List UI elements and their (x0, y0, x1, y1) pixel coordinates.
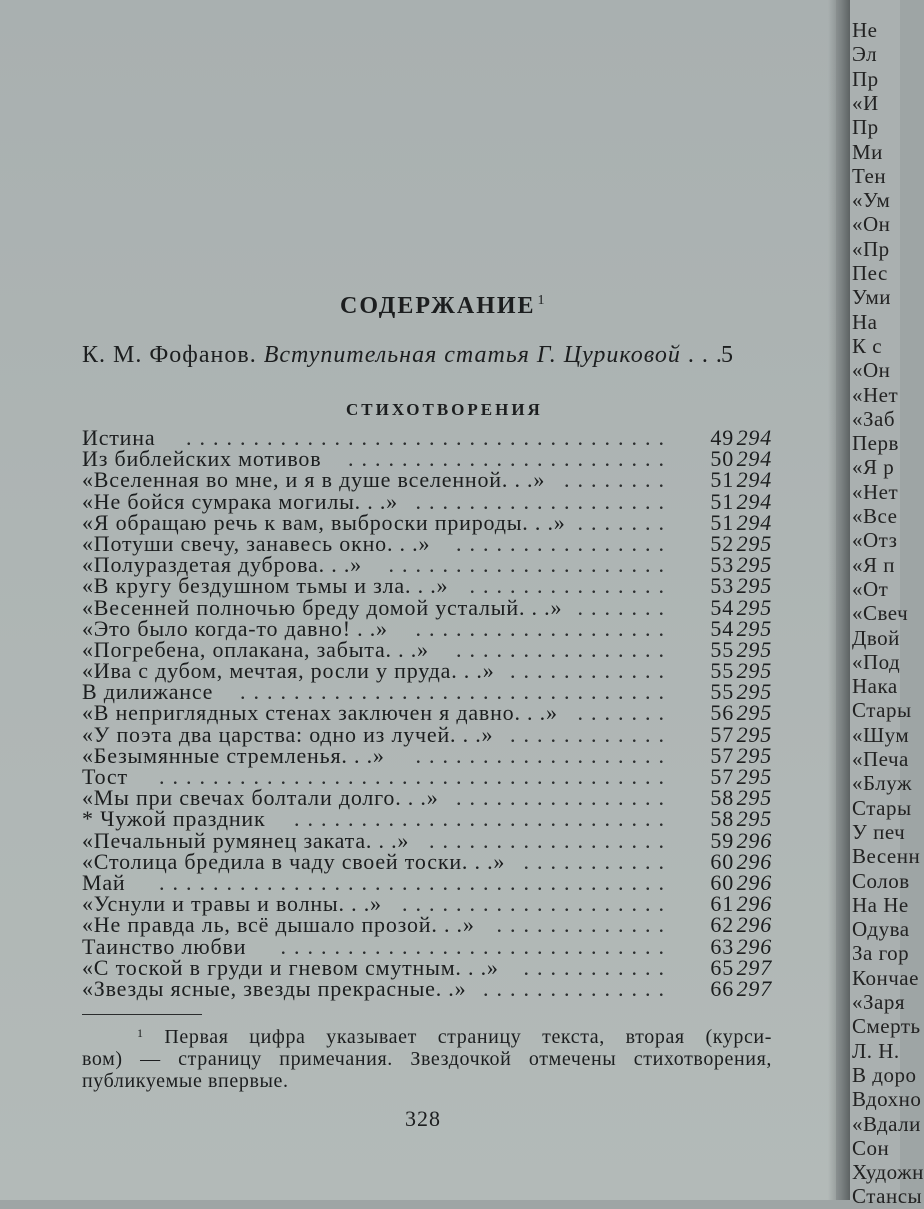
facing-page-fragment: Смерть (852, 1014, 921, 1039)
toc-entry-title: * Чужой праздник (82, 806, 266, 832)
intro-author: К. М. Фофанов. (82, 342, 257, 368)
toc-text-page: 58 (710, 806, 734, 832)
toc-entry-title: Из библейских мотивов (82, 446, 322, 472)
toc-entry-title: «Это было когда-то давно! . .» (82, 615, 388, 641)
toc-entry-title: «Погребена, оплакана, забыта. . .» (82, 636, 429, 662)
facing-page-fragment: Пр (852, 66, 879, 91)
toc-entry-title: «Потуши свечу, занавесь окно. . .» (82, 530, 431, 556)
toc-entry (82, 891, 782, 917)
facing-page-fragment: За гор (852, 941, 910, 966)
toc-entry (82, 446, 782, 472)
facing-page-fragment: Сон (852, 1135, 890, 1160)
facing-page-fragment: Нака (852, 674, 898, 699)
toc-leader-dots: .................................... (186, 425, 672, 450)
toc-leader-dots: ..................... (388, 552, 672, 578)
toc-text-page: 57 (710, 721, 734, 747)
toc-list (82, 427, 782, 999)
toc-note-page: 297 (736, 975, 772, 1001)
toc-entry-title: Тост (82, 764, 128, 789)
toc-text-page: 50 (710, 446, 734, 472)
intro-dots: . . . (687, 342, 723, 368)
facing-page-fragment: Стары (852, 795, 912, 820)
toc-leader-dots: ................ (456, 785, 672, 811)
toc-text-page: 65 (710, 954, 734, 980)
toc-leader-dots: .................. (429, 827, 672, 853)
toc-entry (82, 467, 782, 493)
toc-note-page: 296 (736, 912, 772, 938)
footnote-line-1: Первая цифра указывает страницу текста, вторая (курси- (164, 1026, 772, 1048)
toc-note-page: 297 (736, 954, 772, 980)
facing-page-fragment: «Пр (852, 236, 890, 261)
toc-leader-dots: ........... (523, 848, 672, 874)
facing-page-fragment: «Печа (852, 747, 909, 771)
toc-note-page: 295 (736, 552, 772, 578)
toc-entry (82, 488, 782, 514)
toc-entry (82, 912, 782, 938)
facing-page (850, 0, 924, 1209)
toc-entry-title: «Безымянные стремленья. . .» (82, 742, 385, 768)
footnote-line-3: публикуемые впервые. (82, 1070, 289, 1092)
toc-text-page: 60 (710, 848, 734, 874)
toc-entry (82, 658, 782, 684)
toc-note-page: 294 (736, 509, 772, 535)
toc-entry (82, 721, 782, 747)
toc-entry (82, 975, 782, 1001)
toc-note-page: 295 (736, 658, 772, 684)
toc-entry-title: «Звезды ясные, звезды прекрасные. .» (82, 975, 467, 1001)
toc-note-page: 296 (736, 827, 772, 853)
toc-entry (82, 700, 782, 726)
facing-page-fragment: Ми (852, 139, 883, 164)
toc-leader-dots: ................ (456, 636, 672, 662)
toc-leader-dots: .................... (402, 891, 672, 917)
toc-text-page: 49 (710, 425, 734, 450)
toc-note-page: 295 (736, 721, 772, 747)
facing-page-fragment: Не (852, 18, 878, 42)
toc-entry-title: «У поэта два царства: одно из лучей. . .» (82, 721, 494, 747)
toc-text-page: 57 (710, 742, 734, 768)
facing-page-fragment: Двой (852, 625, 900, 650)
toc-entry-title: «Не правда ль, всё дышало прозой. . .» (82, 912, 475, 938)
toc-text-page: 52 (710, 530, 734, 556)
toc-text-page: 51 (710, 467, 734, 493)
toc-leader-dots: ................... (415, 615, 672, 641)
toc-note-page: 295 (736, 785, 772, 811)
toc-entry (82, 427, 782, 448)
toc-leader-dots: ...................................... (159, 764, 672, 789)
toc-text-page: 53 (710, 573, 734, 599)
toc-entry (82, 615, 782, 641)
toc-leader-dots: ............. (496, 912, 672, 938)
facing-page-fragment: Тен (852, 163, 887, 188)
toc-leader-dots: ...................................... (159, 869, 672, 895)
toc-note-page: 296 (736, 933, 772, 959)
toc-leader-dots: ....... (577, 509, 672, 535)
toc-entry-title: Май (82, 869, 126, 895)
facing-page-fragment: На (852, 309, 878, 334)
book-gutter (828, 0, 850, 1200)
toc-text-page: 62 (710, 912, 734, 938)
page-number: 328 (405, 1106, 441, 1131)
toc-entry-title: «Мы при свечах болтали долго. . .» (82, 785, 439, 811)
toc-leader-dots: .............. (483, 975, 672, 1001)
toc-text-page: 60 (710, 869, 734, 895)
intro-page: 5 (721, 342, 734, 368)
facing-page-fragment: «Заря (852, 990, 906, 1014)
toc-leader-dots: ....... (577, 700, 672, 726)
toc-entry (82, 848, 782, 874)
facing-page-fragment: «Ум (852, 188, 891, 213)
toc-entry-title: «Вселенная во мне, и я в душе вселенной. . .» (82, 467, 546, 493)
toc-entry-title: «Полураздетая дуброва. . .» (82, 552, 362, 578)
toc-entry-title: «Столица бредила в чаду своей тоски. . .» (82, 848, 506, 874)
toc-entry-title: «Я обращаю речь к вам, выброски природы. . .» (82, 509, 566, 535)
toc-leader-dots: ........................ (348, 446, 672, 472)
footnote-rule (82, 1014, 202, 1015)
toc-entry (82, 933, 782, 959)
toc-leader-dots: ........ (564, 467, 672, 493)
facing-page-fragment: Уми (852, 285, 892, 310)
facing-page-fragment: «Он (852, 358, 891, 383)
facing-page-fragment: Л. Н. (852, 1038, 900, 1063)
toc-entry (82, 636, 782, 662)
toc-text-page: 66 (710, 975, 734, 1001)
toc-note-page: 295 (736, 679, 772, 705)
facing-page-fragment: Пес (852, 261, 888, 285)
facing-page-fragment: «От (852, 576, 889, 601)
toc-leader-dots: ............................ (294, 806, 672, 832)
facing-page-fragment: «Все (852, 504, 898, 528)
toc-text-page: 58 (710, 785, 734, 811)
toc-leader-dots: ....... (577, 594, 672, 620)
toc-text-page: 51 (710, 509, 734, 535)
toc-note-page: 296 (736, 891, 772, 917)
facing-page-fragment: «Нет (852, 479, 899, 504)
toc-entry-title: «В кругу бездушном тьмы и зла. . .» (82, 573, 449, 599)
toc-entry (82, 954, 782, 980)
facing-page-fragment: «Блуж (852, 771, 912, 796)
footnote-mark: 1 (137, 1026, 144, 1040)
toc-entry-title: «С тоской в груди и гневом смутным. . .» (82, 954, 499, 980)
toc-text-page: 61 (710, 891, 734, 917)
facing-page-fragment: «Я р (852, 455, 895, 480)
facing-page-fragment: «Вдали (852, 1111, 921, 1136)
toc-leader-dots: ............ (510, 721, 672, 747)
facing-page-fragment: Весенн (852, 844, 921, 869)
toc-note-page: 295 (736, 615, 772, 641)
toc-note-page: 294 (736, 488, 772, 514)
facing-page-fragment: «Я п (852, 552, 895, 577)
toc-text-page: 53 (710, 552, 734, 578)
footnote-line-2: вом) — страницу примечания. Звездочкой отмечены стихотворения, (82, 1048, 772, 1070)
toc-leader-dots: ............ (510, 658, 672, 684)
facing-page-fragment: У печ (852, 819, 906, 844)
toc-text-page: 55 (710, 636, 734, 662)
toc-text-page: 55 (710, 658, 734, 684)
toc-note-page: 295 (736, 573, 772, 599)
facing-page-fragment: Стансы (852, 1184, 923, 1209)
toc-entry-title: «Весенней полночью бреду домой усталый. . .» (82, 594, 563, 620)
toc-entry (82, 869, 782, 895)
toc-leader-dots: ................... (415, 742, 672, 768)
toc-note-page: 296 (736, 848, 772, 874)
toc-entry (82, 785, 782, 811)
toc-entry-title: В дилижансе (82, 679, 214, 705)
toc-note-page: 296 (736, 869, 772, 895)
facing-page-fragment: К с (852, 333, 883, 358)
toc-leader-dots: ............... (469, 573, 672, 599)
toc-entry-title: «Ива с дубом, мечтая, росли у пруда. . .» (82, 658, 495, 684)
facing-page-fragment: Солов (852, 868, 910, 893)
facing-page-fragment: Кончае (852, 965, 919, 990)
toc-leader-dots: ................ (456, 530, 672, 556)
facing-page-fragment: Эл (852, 42, 878, 67)
toc-entry (82, 827, 782, 853)
facing-page-fragment: «Под (852, 649, 901, 674)
toc-text-page: 54 (710, 615, 734, 641)
toc-entry (82, 509, 782, 535)
facing-page-fragment: «Свеч (852, 601, 909, 626)
toc-note-page: 295 (736, 700, 772, 726)
facing-page-fragment: Перв (852, 431, 899, 456)
toc-leader-dots: ........... (523, 954, 672, 980)
toc-entry (82, 594, 782, 620)
toc-entry (82, 552, 782, 578)
toc-entry-title: «Печальный румянец заката. . .» (82, 827, 410, 853)
facing-page-fragment: «Заб (852, 406, 896, 431)
section-heading: СТИХОТВОРЕНИЯ (346, 400, 543, 419)
toc-note-page: 294 (736, 446, 772, 472)
toc-entry-title: «Не бойся сумрака могилы. . .» (82, 488, 398, 514)
toc-leader-dots: ................... (415, 488, 672, 514)
facing-page-fragment: Пр (852, 115, 879, 140)
toc-text-page: 51 (710, 488, 734, 514)
title-footnote-mark: 1 (537, 293, 545, 308)
facing-page-fragment: В доро (852, 1062, 917, 1087)
toc-note-page: 295 (736, 530, 772, 556)
toc-entry (82, 530, 782, 556)
toc-text-page: 63 (710, 933, 734, 959)
facing-page-fragment: «И (852, 90, 879, 115)
facing-page-fragment: Одува (852, 917, 910, 942)
toc-note-page: 295 (736, 742, 772, 768)
facing-page-fragment: На Не (852, 892, 909, 917)
toc-text-page: 59 (710, 827, 734, 853)
facing-page-fragment: «Отз (852, 528, 898, 553)
toc-note-page: 295 (736, 806, 772, 832)
toc-note-page: 294 (736, 425, 772, 450)
facing-page-fragment: «Он (852, 212, 891, 237)
facing-page-fragment: Художн (852, 1160, 924, 1185)
toc-note-page: 295 (736, 636, 772, 662)
toc-entry-title: Истина (82, 425, 156, 450)
toc-title: СОДЕРЖАНИЕ $^1$ (340, 293, 545, 319)
toc-entry (82, 806, 782, 832)
intro-text: Вступительная статья Г. Цуриковой (263, 342, 681, 368)
toc-text-page: 55 (710, 679, 734, 705)
toc-text-page: 56 (710, 700, 734, 726)
toc-entry-title: «В неприглядных стенах заключен я давно. . .» (82, 700, 558, 726)
toc-note-page: 295 (736, 594, 772, 620)
toc-entry (82, 573, 782, 599)
facing-page-fragment: «Шум (852, 722, 910, 747)
footnote (82, 1022, 772, 1092)
facing-page-fragment: Стары (852, 698, 912, 723)
facing-page-fragment: «Нет (852, 382, 899, 407)
toc-entry (82, 766, 782, 787)
facing-page-fragment: Вдохно (852, 1087, 922, 1112)
toc-entry (82, 742, 782, 768)
toc-note-page: 295 (736, 764, 772, 789)
toc-text-page: 54 (710, 594, 734, 620)
toc-leader-dots: ............................. (280, 933, 672, 959)
toc-entry-title: Таинство любви (82, 933, 247, 959)
intro-entry (82, 342, 742, 374)
toc-entry (82, 679, 782, 705)
toc-text-page: 57 (710, 764, 734, 789)
toc-leader-dots: ................................ (240, 679, 672, 705)
toc-entry-title: «Уснули и травы и волны. . .» (82, 891, 382, 917)
toc-note-page: 294 (736, 467, 772, 493)
